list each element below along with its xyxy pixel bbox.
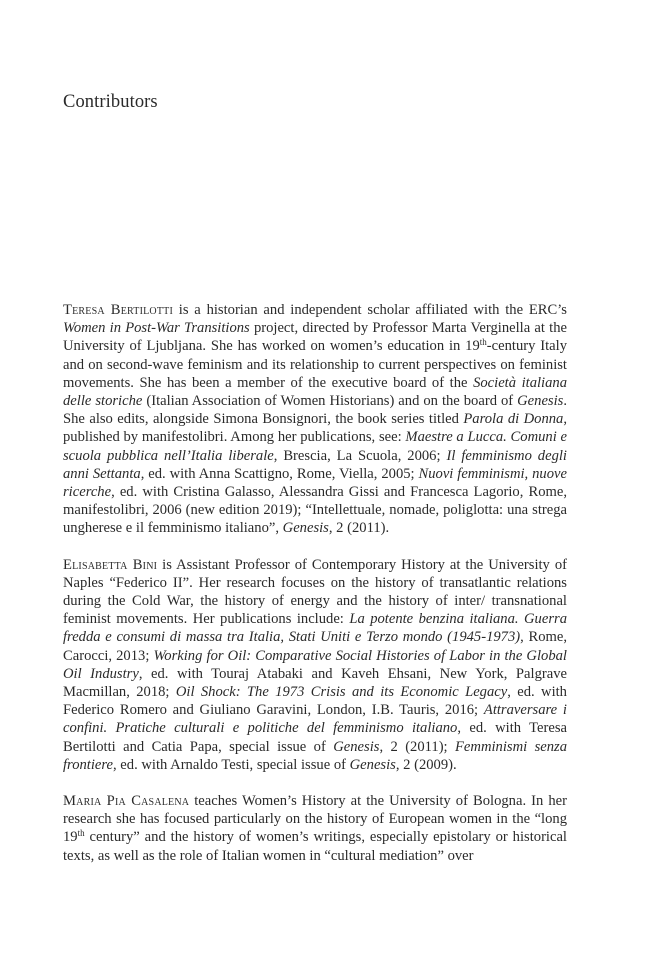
- page-heading: Contributors: [63, 92, 158, 112]
- bio-text: , published by manifestolibri. Among her publications, see:: [63, 411, 568, 446]
- contributor-name: Teresa Bertilotti: [63, 302, 173, 318]
- bio-text: (Italian Association of Women Historians) and on the board of: [142, 393, 518, 410]
- italic-title: Attraversare i confini. Pratiche culturali e politiche del femminismo italiano: [63, 702, 567, 737]
- bio-text: , 2 (2009).: [395, 756, 457, 773]
- ordinal-superscript: th: [77, 828, 85, 839]
- bio-text: project, directed by Professor Marta Verginella at the University of Ljubljana. She has worked on women’s education in 19: [63, 320, 567, 355]
- bio-text: , Brescia, La Scuola, 2006;: [273, 447, 447, 464]
- italic-title: Women in Post-War Transitions: [63, 320, 250, 337]
- italic-title: La potente benzina italiana. Guerra fredda e consumi di massa tra Italia, Stati Uniti e Terzo mondo (1945-1973): [63, 611, 567, 646]
- ordinal-superscript: th: [479, 337, 487, 348]
- bio-text: , ed. with Arnaldo Testi, special issue of: [113, 756, 350, 773]
- contributor-list: [63, 301, 567, 883]
- italic-title: Working for Oil: Comparative Social Histories of Labor in the Global Oil Industry: [63, 647, 567, 682]
- italic-title: Femminismi senza frontiere: [63, 738, 567, 773]
- bio-text: , Rome, Carocci, 2013;: [63, 629, 567, 664]
- bio-text: , ed. with Federico Romero and Giuliano Garavini, London, I.B. Tauris, 2016;: [63, 684, 567, 719]
- contributor-entry: [63, 792, 567, 865]
- contributor-name: Elisabetta Bini: [63, 556, 158, 573]
- italic-title: Società italiana delle storiche: [63, 374, 567, 410]
- contributor-entry: [63, 556, 567, 774]
- bio-text: is Assistant Professor of Contemporary History at the University of Naples “Federico II”. Her research focuses on the history of transatlantic relations during the Cold War, the history of energy and the history of inter/ transnational feminist movements. Her publications include:: [63, 556, 567, 628]
- contributor-entry: [63, 301, 567, 538]
- bio-text: , 2 (2011);: [379, 738, 456, 755]
- italic-title: Maestre a Lucca. Comuni e scuola pubblica nell’Italia liberale: [63, 429, 567, 464]
- italic-title: Genesis: [282, 520, 329, 537]
- italic-title: Oil Shock: The 1973 Crisis and its Economic Legacy: [175, 684, 508, 701]
- italic-title: Parola di Donna: [463, 411, 564, 428]
- contributor-name: Maria Pia Casalena: [63, 793, 190, 810]
- bio-text: is a historian and independent scholar affiliated with the ERC’s: [173, 302, 567, 318]
- bio-text: , ed. with Cristina Galasso, Alessandra Gissi and Francesca Lagorio, Rome, manifestolibri, 2006 (new edition 2019); “Intellettuale, nomade, poliglotta: una strega ungherese e il femminismo italiano”,: [63, 484, 567, 537]
- bio-text: century” and the history of women’s writings, especially epistolary or historical texts, as well as the role of Italian women in “cultural mediation” over: [63, 829, 567, 864]
- bio-text: , ed. with Anna Scattigno, Rome, Viella, 2005;: [140, 465, 419, 482]
- italic-title: Genesis: [333, 738, 380, 755]
- italic-title: Genesis: [349, 756, 396, 773]
- bio-text: -century Italy and on second-wave feminism and its relationship to current perspectives on feminist movements. She has been a member of the executive board of the: [63, 338, 567, 391]
- italic-title: Il femminismo degli anni Settanta: [63, 447, 567, 482]
- italic-title: Genesis: [517, 393, 564, 410]
- bio-text: . She also edits, alongside Simona Bonsignori, the book series titled: [63, 393, 567, 428]
- bio-text: , ed. with Touraj Atabaki and Kaveh Ehsani, New York, Palgrave Macmillan, 2018;: [63, 665, 567, 701]
- bio-text: , ed. with Teresa Bertilotti and Catia Papa, special issue of: [63, 720, 567, 755]
- bio-text: teaches Women’s History at the University of Bologna. In her research she has focused particularly on the history of European women in the “long 19: [63, 793, 567, 846]
- italic-title: Nuovi femminismi, nuove ricerche: [63, 465, 567, 501]
- bio-text: , 2 (2011).: [328, 520, 390, 537]
